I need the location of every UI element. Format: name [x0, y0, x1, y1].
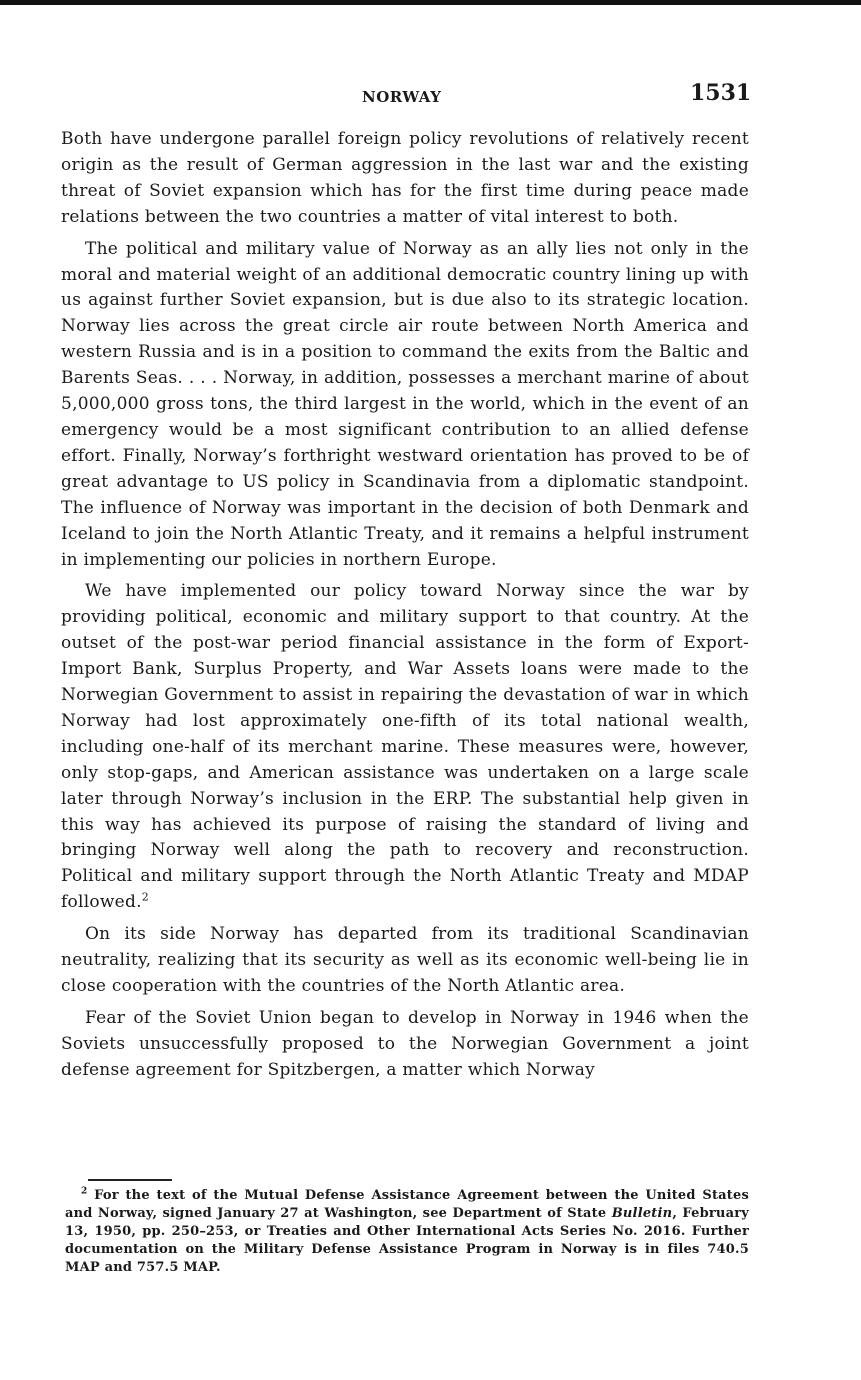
paragraph-3: [61, 579, 749, 916]
footnote-2: [65, 1187, 749, 1277]
running-head: NORWAY: [362, 88, 442, 106]
paragraph-2: The political and military value of Norway as an ally lies not only in the moral and material weight of an additional democratic country lining up with us against further Soviet expansion, but is due also to its strategic location. Norway lies across the great circle air route between North America and western Russia and is in a position to command the exits from the Baltic and Barents Seas. . . . Norway, in addition, possesses a merchant marine of about 5,000,000 gross tons, the third largest in the world, which in the event of an emergency would be a most significant contribution to an allied defense effort. Finally, Norway’s forthright westward orientation has proved to be of great advantage to US policy in Scandinavia from a diplomatic standpoint. The influence of Norway was important in the decision of both Denmark and Iceland to join the North Atlantic Treaty, and it remains a helpful instrument in implementing our policies in northern Europe.: [61, 238, 749, 570]
footnote-marker: 2: [81, 1186, 88, 1197]
paragraph-4: On its side Norway has departed from its traditional Scandinavian neutrality, realizing that its security as well as its economic well-being lie in close cooperation with the countries of the North Atlantic area.: [61, 924, 749, 996]
footnote-italic: Bulletin: [611, 1206, 673, 1221]
footnote-divider: [88, 1179, 172, 1181]
footnote-reference: 2: [141, 890, 150, 904]
body-text: [61, 127, 749, 1090]
footnote-text-a: For the text of the Mutual Defense Assistance Agreement between the United States and Norway, signed January 27 at Washington, see Department of State: [65, 1188, 749, 1221]
footnotes: [65, 1187, 749, 1277]
footnote-text-b: , February 13, 1950, pp. 250–253, or Treaties and Other International Acts Series No. 2016. Further documentation on the Military Defense Assistance Program in Norway is in files 740.5 MAP and 757.5 MAP.: [65, 1206, 749, 1275]
page-number: 1531: [690, 80, 752, 106]
top-edge-rule: [0, 0, 861, 5]
paragraph-5: Fear of the Soviet Union began to develop in Norway in 1946 when the Soviets unsuccessfully proposed to the Norwegian Government a joint defense agreement for Spitzbergen, a matter which Norway: [61, 1007, 749, 1080]
paragraph-1: Both have undergone parallel foreign policy revolutions of relatively recent origin as the result of German aggression in the last war and the existing threat of Soviet expansion which has for the first time during peace made relations between the two countries a matter of vital interest to both.: [61, 129, 749, 227]
paragraph-3-text: We have implemented our policy toward Norway since the war by providing political, economic and military support to that country. At the outset of the post-war period financial assistance in the form of Export-Import Bank, Surplus Property, and War Assets loans were made to the Norwegian Government to assist in repairing the devastation of war in which Norway had lost approximately one-fifth of its total national wealth, including one-half of its merchant marine. These measures were, however, only stop-gaps, and American assistance was undertaken on a large scale later through Norway’s inclusion in the ERP. The substantial help given in this way has achieved its purpose of raising the standard of living and bringing Norway well along the path to recovery and reconstruction. Political and military support through the North Atlantic Treaty and MDAP followed.: [61, 581, 749, 913]
